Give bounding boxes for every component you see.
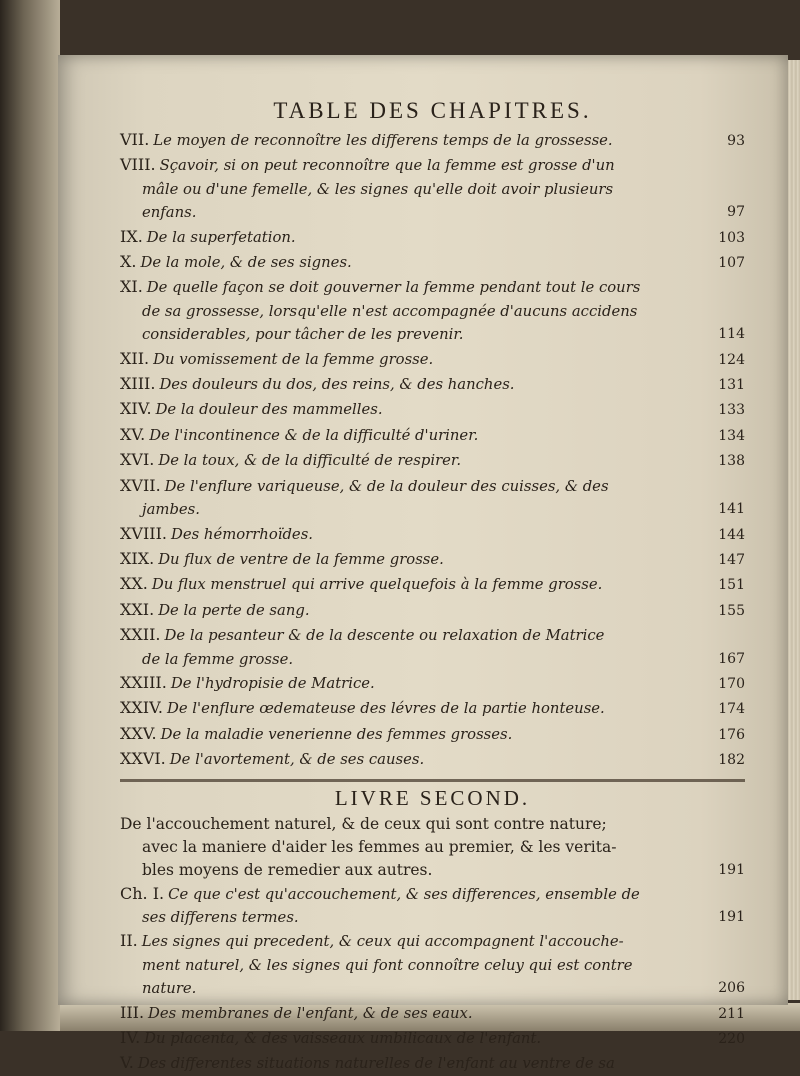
chapter-title: Des differentes situations naturelles de l'enfant au ventre de sa [137, 1055, 615, 1073]
chapter-line [120, 300, 745, 323]
chapter-title: De la superfetation. [146, 228, 296, 246]
intro-text: avec la maniere d'aider les femmes au premier, & les verita- [142, 837, 617, 856]
chapter-title: jambes. [142, 501, 200, 519]
page-number: 211 [718, 1005, 745, 1022]
chapter-line [120, 423, 745, 448]
page-number: 151 [718, 577, 745, 594]
chapter-title: Des membranes de l'enfant, & de ses eaux. [148, 1004, 473, 1022]
page-number: 147 [718, 551, 745, 568]
chapter-line [120, 954, 745, 977]
chapter-entry [120, 929, 745, 1000]
chapter-entry [120, 671, 745, 696]
chapter-number: III. [120, 1002, 145, 1022]
chapter-number: XXII. [120, 625, 161, 645]
page-number: 138 [718, 453, 745, 470]
chapter-title: De l'enflure œdemateuse des lévres de la partie honteuse. [166, 700, 605, 718]
chapter-entry [120, 522, 745, 547]
chapter-number: XIV. [120, 399, 152, 419]
chapter-title: De la douleur des mammelles. [155, 401, 383, 419]
chapter-title: De la perte de sang. [158, 601, 310, 619]
page-number: 103 [718, 229, 745, 246]
chapter-line [120, 397, 745, 422]
chapter-number: VIII. [120, 155, 156, 175]
chapter-number: Ch. I. [120, 883, 165, 903]
chapter-entry [120, 153, 745, 224]
page-number: 93 [727, 133, 745, 149]
intro-line [120, 859, 745, 882]
chapter-line [120, 977, 745, 1000]
chapter-title: de sa grossesse, lorsqu'elle n'est accompagnée d'aucuns accidens [142, 302, 638, 320]
chapter-number: VII. [120, 130, 150, 149]
chapter-title: Le moyen de reconnoître les differens temps de la grossesse. [153, 132, 613, 149]
chapter-number: V. [120, 1053, 134, 1073]
intro-text: De l'accouchement naturel, & de ceux qui sont contre nature; [120, 814, 607, 833]
chapter-entry [120, 347, 745, 372]
chapter-list [120, 128, 745, 773]
chapter-line [120, 598, 745, 623]
page-number: 134 [718, 427, 745, 444]
page-number: 191 [718, 908, 745, 925]
chapter-title: Du flux de ventre de la femme grosse. [158, 550, 444, 568]
page-number: 133 [718, 402, 745, 419]
page-number: 131 [718, 377, 745, 394]
chapter-number: XX. [120, 574, 148, 594]
chapter-title: De la maladie venerienne des femmes grosses. [160, 725, 513, 743]
chapter-title: De quelle façon se doit gouverner la femme pendant tout le cours [146, 279, 641, 297]
chapter-entry [120, 1001, 745, 1026]
chapter-line [120, 323, 745, 346]
chapter-number: XXIII. [120, 672, 167, 692]
chapter-line [120, 747, 745, 772]
page-number: 114 [718, 326, 745, 343]
chapter-title: De la mole, & de ses signes. [140, 254, 352, 272]
chapter-line [120, 372, 745, 397]
chapter-title: De la pesanteur & de la descente ou relaxation de Matrice [164, 627, 605, 645]
chapter-line [120, 882, 745, 906]
chapter-entry [120, 423, 745, 448]
chapter-title: considerables, pour tâcher de les prevenir. [142, 326, 464, 344]
chapter-title: Les signes qui precedent, & ceux qui accompagnent l'accouche- [141, 933, 624, 951]
chapter-line [120, 572, 745, 597]
chapter-title: Du flux menstruel qui arrive quelquefois à la femme grosse. [151, 576, 603, 594]
chapter-entry [120, 598, 745, 623]
page-number: 155 [718, 602, 745, 619]
chapter-line [120, 1026, 745, 1051]
page-number: 170 [718, 675, 745, 692]
chapter-entry [120, 474, 745, 522]
page-number: 167 [718, 650, 745, 667]
chapter-entry [120, 275, 745, 346]
chapter-line [120, 547, 745, 572]
chapter-title: nature. [142, 980, 197, 998]
page-number: 97 [727, 204, 745, 221]
chapter-line [120, 347, 745, 372]
chapter-line [120, 448, 745, 473]
chapter-number: XIII. [120, 374, 156, 394]
chapter-number: XVIII. [120, 523, 167, 543]
chapter-number: XXIV. [120, 698, 163, 718]
chapter-line [120, 225, 745, 250]
chapter-line [120, 128, 745, 153]
chapter-number: XXVI. [120, 749, 166, 769]
chapter-line [120, 522, 745, 547]
chapter-line [120, 671, 745, 696]
chapter-title: enfans. [142, 204, 197, 222]
book-two-title: LIVRE SECOND. [334, 785, 531, 810]
chapter-entry [120, 882, 745, 930]
chapter-entry [120, 572, 745, 597]
chapter-entry [120, 1026, 745, 1051]
chapter-title: Du placenta, & des vaisseaux umbilicaux de l'enfant. [144, 1030, 542, 1047]
chapter-entry [120, 397, 745, 422]
chapter-line [120, 648, 745, 671]
chapter-line [120, 722, 745, 747]
chapter-number: X. [120, 252, 137, 272]
intro-text: bles moyens de remedier aux autres. [142, 860, 433, 879]
page-number: 144 [718, 526, 745, 543]
chapter-title: ment naturel, & les signes qui font connoître celuy qui est contre [142, 956, 633, 974]
page-title: TABLE DES CHAPITRES. [273, 98, 592, 123]
chapter-line [120, 1001, 745, 1026]
chapter-title: de la femme grosse. [142, 650, 294, 668]
chapter-title: De la toux, & de la difficulté de respirer. [158, 452, 462, 470]
chapter-line [120, 153, 745, 177]
chapter-title: De l'incontinence & de la difficulté d'uriner. [149, 426, 479, 444]
chapter-entry [120, 547, 745, 572]
chapter-number: XI. [120, 277, 143, 297]
page-number: 174 [718, 701, 745, 718]
chapter-title: Des hémorrhoïdes. [171, 525, 313, 543]
chapter-line [120, 275, 745, 299]
chapter-number: XXV. [120, 723, 157, 743]
intro-line [120, 813, 745, 836]
chapter-title: Sçavoir, si on peut reconnoître que la femme est grosse d'un [159, 157, 615, 175]
table-of-contents [120, 92, 745, 1076]
chapter-title: Du vomissement de la femme grosse. [153, 350, 434, 368]
page-number: 107 [718, 255, 745, 272]
chapter-title: De l'enflure variqueuse, & de la douleur des cuisses, & des [164, 477, 609, 495]
book-two-chapter-list [120, 882, 745, 1076]
page-number: 124 [718, 351, 745, 368]
intro-line [120, 836, 745, 859]
chapter-number: XV. [120, 424, 146, 444]
chapter-line [120, 623, 745, 647]
divider-rule [120, 779, 745, 782]
chapter-line [120, 178, 745, 201]
page-number: 191 [718, 861, 745, 878]
chapter-entry [120, 696, 745, 721]
chapter-title: De l'hydropisie de Matrice. [170, 674, 375, 692]
chapter-line [120, 696, 745, 721]
chapter-title: Des douleurs du dos, des reins, & des hanches. [159, 376, 515, 394]
page-number: 141 [718, 501, 745, 518]
chapter-entry [120, 128, 745, 153]
chapter-number: XIX. [120, 548, 155, 568]
chapter-number: XII. [120, 348, 150, 368]
chapter-title: Ce que c'est qu'accouchement, & ses differences, ensemble de [168, 885, 640, 903]
chapter-number: XVI. [120, 450, 155, 470]
chapter-number: XXI. [120, 599, 155, 619]
chapter-number: II. [120, 931, 138, 951]
chapter-line [120, 929, 745, 953]
page-number: 182 [718, 752, 745, 769]
chapter-title: ses differens termes. [142, 908, 299, 926]
chapter-line [120, 250, 745, 275]
chapter-line [120, 1051, 745, 1075]
chapter-line [120, 474, 745, 498]
book-two-intro [120, 813, 745, 882]
page-number: 206 [718, 980, 745, 997]
chapter-entry [120, 623, 745, 671]
chapter-number: IX. [120, 226, 143, 246]
chapter-number: XVII. [120, 475, 161, 495]
chapter-number: IV. [120, 1028, 141, 1047]
page-number: 220 [718, 1031, 745, 1047]
chapter-line [120, 498, 745, 521]
chapter-entry [120, 1051, 745, 1075]
chapter-title: De l'avortement, & de ses causes. [169, 751, 425, 769]
chapter-entry [120, 747, 745, 772]
chapter-entry [120, 448, 745, 473]
chapter-entry [120, 225, 745, 250]
chapter-entry [120, 722, 745, 747]
chapter-line [120, 201, 745, 224]
page-number: 176 [718, 726, 745, 743]
chapter-entry [120, 372, 745, 397]
book-binding-edge [0, 0, 60, 1031]
chapter-line [120, 906, 745, 929]
chapter-entry [120, 250, 745, 275]
chapter-title: mâle ou d'une femelle, & les signes qu'elle doit avoir plusieurs [142, 180, 614, 198]
